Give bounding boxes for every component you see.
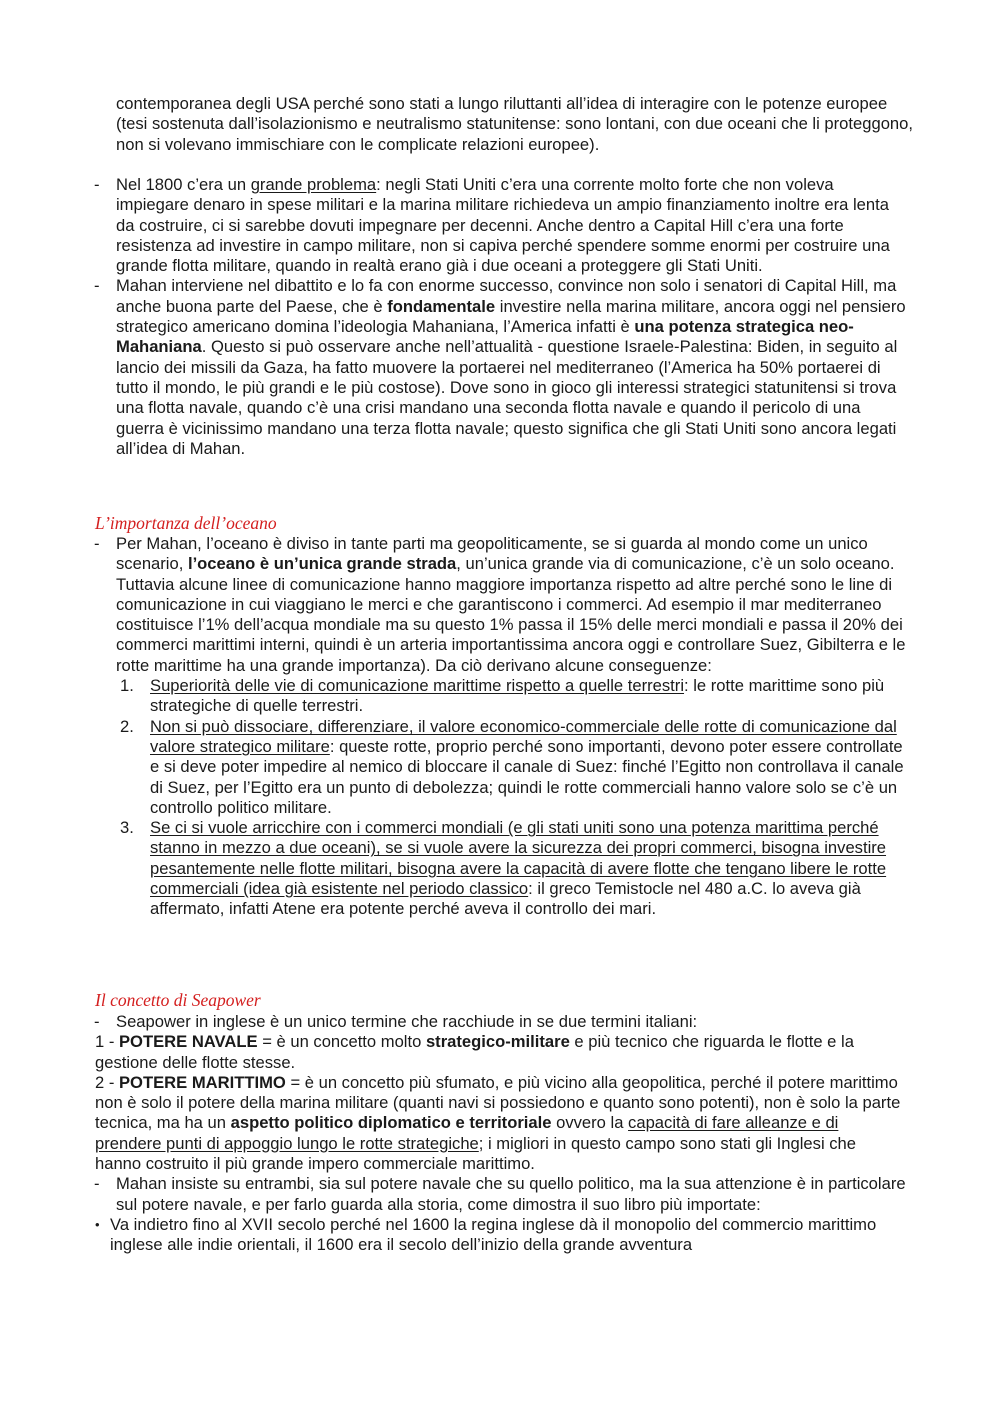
bullet-marker: •: [95, 1216, 100, 1232]
item-number: 1.: [120, 676, 134, 696]
dash-marker: -: [94, 276, 100, 296]
numbered-item: 2. Non si può dissociare, differenziare, il valore economico-commerciale delle rotte di comunicazione dal valore strategico militare: queste rotte, proprio perché sono importanti, devono poter essere controllate e si deve poter impedire al nemico di bloccare il canale di Suez: finché l’Egitto non controllava il canale di Suez, per l’Egitto era un punto di debolezza; quindi le rotte commerciali hanno valore solo se c’è un controllo politico militare.: [120, 716, 904, 817]
bold-phrase: POTERE NAVALE: [118, 1032, 258, 1052]
dash-marker: -: [94, 1012, 100, 1031]
definition-naval-power: 1 - POTERE NAVALE = è un concetto molto strategico-militare e più tecnico che riguarda le flotte e la gestione delle flotte stesse.: [95, 1032, 854, 1072]
bold-phrase: fondamentale: [387, 296, 496, 316]
item-number: 2.: [120, 716, 134, 736]
bold-phrase: POTERE MARITTIMO: [118, 1072, 286, 1092]
seapower-section: [0, 1012, 1000, 1256]
definition-maritime-power: 2 - POTERE MARITTIMO = è un concetto più sfumato, e più vicino alla geopolitica, perché il potere marittimo non è solo il potere della marina militare (quanti navi si possiedono e quanto sono potenti), non è solo la parte tecnica, ma ha un aspetto politico diplomatico e territoriale ovvero la capacità di fare alleanze e di prendere punti di appoggio lungo le rotte strategiche; i migliori in questo campo sono stati gli Inglesi che hanno costruito il più grande impero commerciale marittimo.: [95, 1072, 901, 1174]
bold-phrase: strategico-militare: [425, 1032, 570, 1052]
list-item: - Per Mahan, l’oceano è diviso in tante parti ma geopoliticamente, se si guarda al mondo come un unico scenario, l’oceano è un’unica grande strada, un’unica grande via di comunicazione, c’è un solo oceano. Tuttavia alcune linee di comunicazione hanno maggiore importanza rispetto ad altre perché sono le line di comunicazione in cui viaggiano le merci e che garantiscono i commerci. Ad esempio il mar mediterraneo costituisce l’1% dell’acqua mondiale ma su questo 1% passa il 15% delle merci mondiali e passa il 20% dei commerci marittimi interni, quindi è un arteria importantissima ancora oggi e controllare Suez, Gibilterra e le rotte marittime ha una grande importanza). Da ciò derivano alcune conseguenze:: [94, 534, 906, 675]
intro-list: [0, 175, 1000, 459]
underlined-phrase: Non si può dissociare, differenziare, il valore economico-commerciale delle rotte di comunicazione dal valore strategico militare: [150, 716, 897, 756]
bold-phrase: aspetto politico diplomatico e territoriale: [230, 1113, 552, 1133]
list-item: - Mahan insiste su entrambi, sia sul potere navale che su quello politico, ma la sua attenzione è in particolare sul potere navale, e per farlo guarda alla storia, come dimostra il suo libro più importate:: [94, 1174, 906, 1214]
numbered-item: 1. Superiorità delle vie di comunicazione marittime rispetto a quelle terrestri: le rotte marittime sono più strategiche di quelle terrestri.: [120, 676, 885, 716]
section-heading-ocean: L’importanza dell’oceano: [95, 513, 277, 533]
list-item: - Seapower in inglese è un unico termine che racchiude in se due termini italiani:: [94, 1012, 698, 1031]
bullet-item: • Va indietro fino al XVII secolo perché nel 1600 la regina inglese dà il monopolio del commercio marittimo inglese alle indie orientali, il 1600 era il secolo dell’inizio della grande avventura: [95, 1214, 877, 1255]
bold-phrase: una potenza strategica neo-Mahaniana: [116, 317, 854, 357]
item-number: 3.: [120, 818, 134, 838]
section-heading-seapower: Il concetto di Seapower: [95, 990, 261, 1010]
list-item: - Mahan interviene nel dibattito e lo fa con enorme successo, convince non solo i senatori di Capital Hill, ma anche buona parte del Paese, che è fondamentale investire nella marina militare, ancora oggi nel pensiero strategico americano domina l’ideologia Mahaniana, l’America infatti è una potenza strategica neo-Mahaniana. Questo si può osservare anche nell’attualità - questione Israele-Palestina: Biden, in seguito al lancio dei missili da Gaza, ha fatto muovere la portaerei nel mediterraneo (l’America ha 50% portaerei di tutto il mondo, le più grandi e le più costose). Dove sono in gioco gli interessi strategici statunitensi si trova una flotta navale, quando c’è una crisi mandano una seconda flotta navale e quando il pericolo di una guerra è vicinissimo mandano una terza flotta navale; questo significa che gli Stati Uniti sono ancora legati all’idea di Mahan.: [94, 276, 906, 458]
dash-marker: -: [94, 175, 100, 194]
ocean-section: [0, 534, 1000, 920]
numbered-item: 3. Se ci si vuole arricchire con i commerci mondiali (e gli stati uniti sono una potenza marittima perché stanno in mezzo a due oceani), se si vuole avere la sicurezza dei propri commerci, bisogna investire pesantemente nelle flotte militari, bisogna avere la capacità di avere flotte che tengano libere le rotte commerciali (idea già esistente nel periodo classico: il greco Temistocle nel 480 a.C. lo aveva già affermato, infatti Atene era potente perché aveva il controllo dei mari.: [120, 818, 887, 919]
underlined-phrase: capacità di fare alleanze e di prendere punti di appoggio lungo le rotte strategiche: [95, 1113, 839, 1153]
dash-marker: -: [94, 534, 100, 553]
bold-phrase: l’oceano è un’unica grande strada: [187, 554, 457, 574]
list-item: - Nel 1800 c’era un grande problema: negli Stati Uniti c’era una corrente molto forte che non voleva impiegare denaro in spese militari e la marina militare richiedeva un ampio finanziamento inoltre era lenta da costruire, ci si sarebbe dovuti impegnare per decenni. Anche dentro a Capital Hill c’era una forte resistenza ad investire in campo militare, non si capiva perché spendere somme enormi per costruire una grande flotta militare, quando in realtà erano già i due oceani a proteggere gli Stati Uniti.: [94, 175, 890, 276]
underlined-phrase: Superiorità delle vie di comunicazione marittime rispetto a quelle terrestri: [150, 676, 685, 696]
underlined-phrase: Se ci si vuole arricchire con i commerci mondiali (e gli stati uniti sono una potenza marittima perché stanno in mezzo a due oceani), se si vuole avere la sicurezza dei propri commerci, bisogna investire pesantemente nelle flotte militari, bisogna avere la capacità di avere flotte che tengano libere le rotte commerciali (idea già esistente nel periodo classico: [150, 818, 887, 899]
underlined-phrase: grande problema: [250, 175, 377, 194]
dash-marker: -: [94, 1174, 100, 1194]
continued-paragraph: contemporanea degli USA perché sono stati a lungo riluttanti all’idea di interagire con le potenze europee (tesi sostenuta dall’isolazionismo e neutralismo statunitense: sono lontani, con due oceani che li proteggono, non si volevano immischiare con le complicate relazioni europee).: [116, 94, 913, 154]
